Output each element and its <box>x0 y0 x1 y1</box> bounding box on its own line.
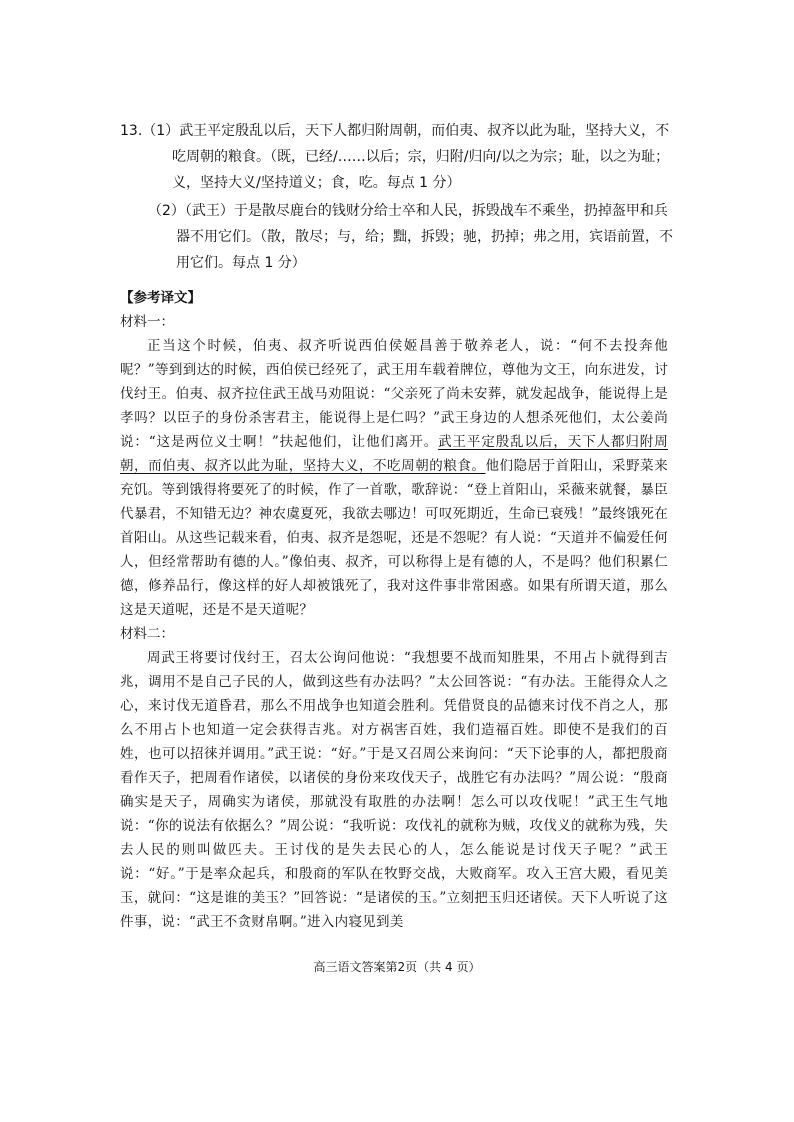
question-number: 13. <box>120 123 143 139</box>
question-13-part-1 <box>120 118 680 196</box>
part-1-text: 武王平定殷乱以后，天下人都归附周朝，而伯夷、叔齐以此为耻，坚持大义，不吃周朝的粮食。（既，已经/……以后；宗，归附/归向/以之为宗；耻，以之为耻；义，坚持大义/坚持道义；食，吃。每点 1 分） <box>172 123 670 191</box>
part-2-marker: （2） <box>148 203 185 219</box>
part-2-text: （武王）于是散尽鹿台的钱财分给士卒和人民，拆毁战车不乘坐，扔掉盔甲和兵器不用它们。（散，散尽；与，给；黜，拆毁；驰，扔掉；弗之用，宾语前置，不用它们。每点 1 分） <box>176 203 673 271</box>
material-1-label: 材料一： <box>120 314 174 330</box>
part-1-marker: （1） <box>142 123 180 139</box>
reference-translation <box>120 286 668 934</box>
material-2-label: 材料二： <box>120 626 174 642</box>
material-2-paragraph: 周武王将要讨伐纣王，召太公询问他说：“我想要不战而知胜果，不用占卜就得到吉兆，调用不是自己子民的人，做到这些有办法吗？”太公回答说：“有办法。王能得众人之心，来讨伐无道昏君，那么不用战争也知道会胜利。凭借贤良的品德来讨伐不肖之人，那么不用占卜也知道一定会获得吉兆。对方祸害百姓，我们造福百姓。即使不是我们的百姓，也可以招徕并调用。”武王说：“好。”于是又召周公来询问：“天下论事的人，都把殷商看作天子，把周看作诸侯，以诸侯的身份来攻伐天子，战胜它有办法吗？”周公说：“殷商确实是天子，周确实为诸侯，那就没有取胜的办法啊！怎么可以攻伐呢！”武王生气地说：“你的说法有依据么？”周公说：“我听说：攻伐礼的就称为贼，攻伐义的就称为残，失去人民的则叫做匹夫。王讨伐的是失去民心的人，怎么能说是讨伐天子呢？”武王说：“好。”于是率众起兵，和殷商的军队在牧野交战，大败商军。攻入王宫大殿，看见美玉，就问：“这是谁的美玉？”回答说：“是诸侯的玉。”立刻把玉归还诸侯。天下人听说了这件事，说：“武王不贪财帛啊。”进入内寝见到美 <box>120 650 668 930</box>
question-13-part-2 <box>120 198 680 276</box>
question-13-answer <box>120 118 680 276</box>
material-1-paragraph <box>120 334 668 622</box>
material-1-underlined-text: 武王平定殷乱以后，天下人都归附周朝，而伯夷、叔齐以此为耻，坚持大义，不吃周朝的粮食。 <box>120 434 668 474</box>
material-1-text-before: 正当这个时候，伯夷、叔齐听说西伯侯姬昌善于敬养老人，说：“何不去投奔他呢？”等到到达的时候，西伯侯已经死了，武王用车载着牌位，尊他为文王，向东进发，讨伐纣王。伯夷、叔齐拉住武王战马劝阻说：“父亲死了尚未安葬，就发起战争，能说得上是孝吗？以臣子的身份杀害君主，能说得上是仁吗？”武王身边的人想杀死他们，太公姜尚说：“这是两位义士啊！”扶起他们，让他们离开。 <box>120 338 668 450</box>
material-1-text-after: 他们隐居于首阳山，采野菜来充饥。等到饿得将要死了的时候，作了一首歌，歌辞说：“登上首阳山，采薇来就餐，暴臣代暴君，不知错无边？神农虞夏死，我欲去哪边！可叹死期近，生命已衰残！”最终饿死在首阳山。从这些记载来看，伯夷、叔齐是怨呢，还是不怨呢？有人说：“天道并不偏爱任何人，但经常帮助有德的人。”像伯夷、叔齐，可以称得上是有德的人，不是吗？他们积累仁德，修养品行，像这样的好人却被饿死了，我对这件事非常困惑。如果有所谓天道，那么这是天道呢，还是不是天道呢？ <box>120 458 668 618</box>
page-footer: 高三语文答案第2页（共 4 页） <box>313 960 481 974</box>
reference-heading: 【参考译文】 <box>120 290 201 306</box>
